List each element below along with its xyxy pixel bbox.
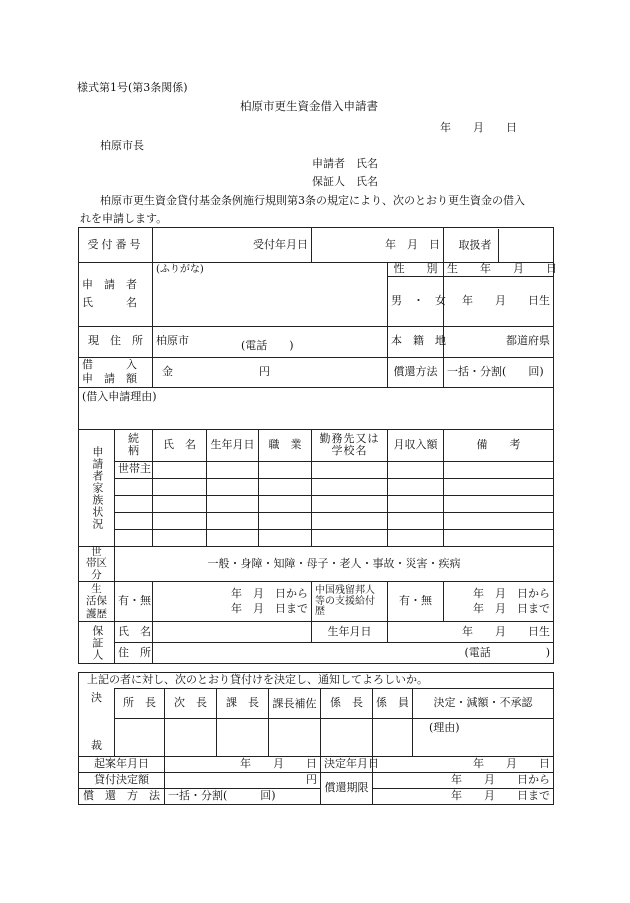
loan-amount-label: 借 入 申 請 額 [79, 357, 153, 387]
guarantor-birth-label: 生年月日 [312, 622, 388, 643]
fam-cell[interactable] [444, 529, 554, 546]
fam-cell[interactable] [207, 495, 259, 512]
approval-table [78, 672, 554, 805]
fam-header-income: 月収入額 [388, 429, 444, 461]
approval-notice: 上記の者に対し、次のとおり貸付けを決定し、通知してよろしいか。 [79, 673, 554, 689]
repay-period-label: 償還期限 [321, 773, 373, 805]
role-subsection-chief: 係 長 [321, 689, 373, 719]
fam-cell[interactable] [115, 529, 153, 546]
guarantor-address-value[interactable]: (電話 ) [153, 643, 554, 664]
form-code: 様式第1号(第3条関係) [77, 81, 188, 94]
fam-cell[interactable] [388, 495, 444, 512]
reception-date-label: 受付年月日 [153, 228, 312, 263]
fam-cell[interactable] [259, 461, 312, 478]
fam-header-relation: 続 柄 [115, 429, 153, 461]
fam-header-workplace: 勤務先又は学校名 [312, 429, 388, 461]
decided-date-label: 決定年月日 [321, 757, 373, 773]
fam-cell[interactable] [388, 461, 444, 478]
handler-label: 取扱者 [444, 228, 554, 263]
intro-line-2: れを申請します。 [80, 212, 168, 225]
decision-reason[interactable]: (理由) [413, 719, 554, 757]
fam-cell[interactable] [388, 529, 444, 546]
address-value[interactable]: 柏原市 (電話 ) [153, 326, 388, 357]
fam-cell[interactable] [259, 512, 312, 529]
family-status-label: 申請者家族状況 [79, 429, 115, 546]
stamp-cell[interactable] [165, 719, 217, 757]
decision-result[interactable]: 決定・減額・不承認 [413, 689, 554, 719]
gender-label: 性 別 [388, 263, 444, 277]
decided-amount-value[interactable]: 円 [165, 773, 321, 789]
birth-label: 生 年 月 日 [444, 263, 554, 277]
welfare-period[interactable]: 年 月 日から 年 月 日まで [153, 582, 312, 622]
addressee: 柏原市長 [100, 139, 144, 152]
welfare-history-label: 生 活保護歴 [79, 582, 115, 622]
fam-cell[interactable] [444, 495, 554, 512]
stamp-cell[interactable] [115, 719, 165, 757]
repay-period-from: 年 月 日から [373, 773, 554, 789]
decided-amount-label: 貸付決定額 [79, 773, 165, 789]
welfare-yes-no[interactable]: 有・無 [115, 582, 153, 622]
role-section-chief: 課 長 [217, 689, 269, 719]
gender-options[interactable]: 男 ・ 女 [388, 276, 444, 326]
fam-cell[interactable] [153, 478, 207, 495]
china-support-yes-no[interactable]: 有・無 [388, 582, 444, 622]
guarantor-name-label: 氏 名 [115, 622, 153, 643]
fam-cell[interactable] [115, 478, 153, 495]
repay-method-value[interactable]: 一括・分割( 回) [165, 789, 321, 805]
fam-cell[interactable] [153, 529, 207, 546]
draft-date-value: 年 月 日 [165, 757, 321, 773]
fam-cell[interactable] [312, 512, 388, 529]
address-label: 現 住 所 [79, 326, 153, 357]
fam-cell[interactable] [259, 529, 312, 546]
application-date: 年 月 日 [440, 121, 517, 134]
decided-date-value: 年 月 日 [373, 757, 554, 773]
fam-cell[interactable] [153, 461, 207, 478]
guarantor-address-label: 住 所 [115, 643, 153, 664]
intro-line-1: 柏原市更生資金貸付基金条例施行規則第3条の規定により、次のとおり更生資金の借入 [100, 194, 525, 207]
role-director: 所 長 [115, 689, 165, 719]
fam-cell[interactable] [115, 495, 153, 512]
repay-method-label: 償 還 方 法 [79, 789, 165, 805]
fam-cell[interactable] [259, 478, 312, 495]
domicile-label: 本 籍 地 [388, 326, 444, 357]
fam-cell[interactable] [444, 461, 554, 478]
draft-date-label: 起案年月日 [79, 757, 165, 773]
role-deputy: 次 長 [165, 689, 217, 719]
loan-amount-value[interactable]: 金 円 [153, 357, 388, 387]
fam-cell[interactable] [207, 512, 259, 529]
loan-reason[interactable]: (借入申請理由) [79, 387, 554, 429]
role-assistant-chief: 課長補佐 [269, 689, 321, 719]
repay-period-to: 年 月 日まで [373, 789, 554, 805]
guarantor-name-label: 保証人 氏名 [312, 175, 378, 188]
stamp-cell[interactable] [373, 719, 413, 757]
role-staff: 係 員 [373, 689, 413, 719]
decision-label: 決 裁 [79, 689, 115, 757]
fam-cell[interactable] [444, 478, 554, 495]
applicant-name-label: 申請者 氏名 [312, 157, 378, 170]
fam-header-job: 職 業 [259, 429, 312, 461]
fam-cell[interactable] [312, 495, 388, 512]
fam-cell[interactable] [444, 512, 554, 529]
fam-cell[interactable] [259, 495, 312, 512]
household-type-options[interactable]: 一般・身障・知障・母子・老人・事故・災害・疾病 [115, 546, 554, 582]
guarantor-name-input[interactable] [153, 622, 312, 643]
fam-cell[interactable] [115, 512, 153, 529]
fam-cell[interactable] [207, 461, 259, 478]
stamp-cell[interactable] [269, 719, 321, 757]
household-type-label: 世 帯区 分 [79, 546, 115, 582]
fam-householder: 世帯主 [115, 461, 153, 478]
fam-header-birth: 生年月日 [207, 429, 259, 461]
furigana-label: (ふりがな) [153, 263, 388, 277]
fam-cell[interactable] [207, 529, 259, 546]
fam-header-notes: 備 考 [444, 429, 554, 461]
guarantor-birth-value: 年 月 日生 [388, 622, 554, 643]
repay-method-value[interactable]: 一括・分割( 回) [444, 357, 554, 387]
fam-cell[interactable] [153, 495, 207, 512]
fam-cell[interactable] [312, 461, 388, 478]
repay-method-label: 償還方法 [388, 357, 444, 387]
china-support-label: 中国残留邦人等の支援給付歴 [312, 582, 388, 622]
fam-cell[interactable] [388, 512, 444, 529]
applicant-name-label: 申 請 者 氏 名 [79, 263, 153, 327]
birth-date-value: 年 月 日生 [444, 276, 554, 326]
reception-no-label: 受付番号 [79, 228, 153, 263]
china-support-period[interactable]: 年 月 日から 年 月 日まで [444, 582, 554, 622]
fam-cell[interactable] [312, 478, 388, 495]
fam-cell[interactable] [388, 478, 444, 495]
stamp-cell[interactable] [217, 719, 269, 757]
reception-date-value: 年 月 日 [312, 228, 444, 263]
form-title: 柏原市更生資金借入申請書 [240, 99, 378, 113]
fam-cell[interactable] [312, 529, 388, 546]
fam-cell[interactable] [207, 478, 259, 495]
domicile-value[interactable]: 都道府県 [444, 326, 554, 357]
fam-header-name: 氏 名 [153, 429, 207, 461]
guarantor-label: 保証人 [79, 622, 115, 664]
fam-cell[interactable] [153, 512, 207, 529]
application-table [78, 227, 558, 664]
applicant-name-input[interactable] [153, 276, 388, 326]
stamp-cell[interactable] [321, 719, 373, 757]
